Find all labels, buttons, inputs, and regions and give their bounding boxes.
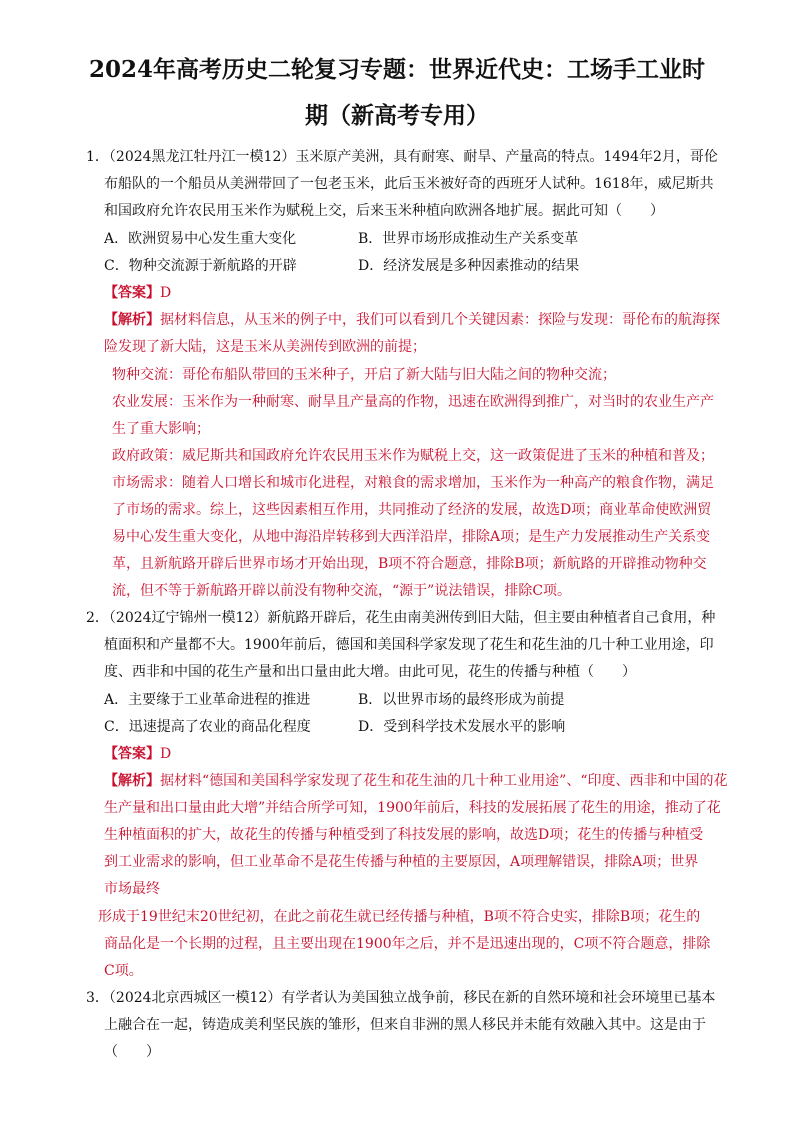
q1-option-b: B．世界市场形成推动生产关系变革 bbox=[358, 231, 579, 247]
q3-stem-line-2: 上融合在一起，铸造成美利坚民族的雏形，但来自非洲的黑人移民并未能有效融入其中。这是由于 bbox=[104, 1017, 706, 1033]
q2-analysis-label: 【解析】 bbox=[104, 773, 160, 789]
q2-analysis-line-1 bbox=[104, 772, 727, 790]
q2-analysis-line-7: 商品化是一个长期的过程，且主要出现在1900年之后，并不是迅速出现的，C项不符合题意，排除 bbox=[104, 936, 711, 952]
q2-stem-line-3: 度、西非和中国的花生产量和出口量由此大增。由此可见，花生的传播与种植（ ） bbox=[104, 664, 636, 680]
q1-analysis-line-7: 市场需求：随着人口增长和城市化进程，对粮食的需求增加，玉米作为一种高产的粮食作物，满足 bbox=[112, 475, 714, 491]
q1-stem-line-1: 1．（2024黑龙江牡丹江一模12）玉米原产美洲，具有耐寒、耐旱、产量高的特点。1494年2月，哥伦 bbox=[86, 149, 718, 165]
q2-answer bbox=[104, 745, 171, 763]
q1-analysis-line-3: 物种交流：哥伦布船队带回的玉米种子，开启了新大陆与旧大陆之间的物种交流； bbox=[112, 367, 616, 383]
q1-analysis-line-9: 易中心发生重大变化，从地中海沿岸转移到大西洋沿岸，排除A项；是生产力发展推动生产关系变 bbox=[112, 529, 711, 545]
q1-analysis-line-5: 生了重大影响； bbox=[112, 421, 210, 437]
q2-stem-line-1: 2．（2024辽宁锦州一模12）新航路开辟后，花生由南美洲传到旧大陆，但主要由种植者自己食用，种 bbox=[86, 610, 716, 626]
q2-option-d: D．受到科学技术发展水平的影响 bbox=[358, 719, 566, 735]
q2-option-c: C．迅速提高了农业的商品化程度 bbox=[104, 719, 311, 735]
q1-option-d: D．经济发展是多种因素推动的结果 bbox=[358, 258, 580, 274]
q1-option-c: C．物种交流源于新航路的开辟 bbox=[104, 258, 297, 274]
q2-analysis-line-5: 市场最终 bbox=[104, 881, 160, 897]
q1-analysis-line-10: 革，且新航路开辟后世界市场才开始出现，B项不符合题意，排除B项；新航路的开辟推动物种交 bbox=[112, 556, 707, 572]
q2-option-a: A．主要缘于工业革命进程的推进 bbox=[104, 692, 311, 708]
q2-analysis-text-1: 据材料“德国和美国科学家发现了花生和花生油的几十种工业用途”、“印度、西非和中国的花 bbox=[160, 773, 728, 789]
document-title-line-1: 2024年高考历史二轮复习专题：世界近代史：工场手工业时 bbox=[88, 56, 705, 83]
q3-stem-line-1: 3．（2024北京西城区一模12）有学者认为美国独立战争前，移民在新的自然环境和社会环境里已基本 bbox=[86, 990, 716, 1006]
q1-analysis-label: 【解析】 bbox=[104, 312, 160, 328]
q2-answer-value: D bbox=[160, 746, 172, 762]
q2-analysis-line-6: 形成于19世纪末20世纪初，在此之前花生就已经传播与种植，B项不符合史实，排除B项；花生的 bbox=[98, 909, 701, 925]
q2-analysis-line-3: 生种植面积的扩大，故花生的传播与种植受到了科技发展的影响，故选D项；花生的传播与种植受 bbox=[104, 827, 704, 843]
q1-answer-label: 【答案】 bbox=[104, 285, 160, 301]
q1-answer bbox=[104, 284, 171, 302]
q1-stem-line-3: 和国政府允许农民用玉米作为赋税上交，后来玉米种植向欧洲各地扩展。据此可知（ ） bbox=[104, 203, 664, 219]
q1-option-a: A．欧洲贸易中心发生重大变化 bbox=[104, 231, 297, 247]
document-title-line-2: 期（新高考专用） bbox=[305, 102, 489, 129]
q1-analysis-line-2: 险发现了新大陆，这是玉米从美洲传到欧洲的前提； bbox=[104, 339, 426, 355]
q1-analysis-line-8: 了市场的需求。综上，这些因素相互作用，共同推动了经济的发展，故选D项；商业革命使欧洲贸 bbox=[112, 502, 712, 518]
q1-answer-value: D bbox=[160, 285, 172, 301]
q2-analysis-line-4: 到工业需求的影响，但工业革命不是花生传播与种植的主要原因，A项理解错误，排除A项；世界 bbox=[104, 854, 699, 870]
q3-stem-line-3: （ ） bbox=[104, 1044, 160, 1060]
q2-analysis-line-8: C项。 bbox=[104, 963, 143, 979]
q1-analysis-line-1 bbox=[104, 311, 720, 329]
q1-analysis-text-1: 据材料信息，从玉米的例子中，我们可以看到几个关键因素：探险与发现：哥伦布的航海探 bbox=[160, 312, 720, 328]
q2-answer-label: 【答案】 bbox=[104, 746, 160, 762]
q2-option-b: B．以世界市场的最终形成为前提 bbox=[358, 692, 565, 708]
q2-stem-line-2: 植面积和产量都不大。1900年前后，德国和美国科学家发现了花生和花生油的几十种工业用途，印 bbox=[104, 637, 714, 653]
q1-analysis-line-6: 政府政策：威尼斯共和国政府允许农民用玉米作为赋税上交，这一政策促进了玉米的种植和普及； bbox=[112, 448, 714, 464]
q1-analysis-line-4: 农业发展：玉米作为一种耐寒、耐旱且产量高的作物，迅速在欧洲得到推广，对当时的农业生产产 bbox=[112, 394, 714, 410]
q2-analysis-line-2: 生产量和出口量由此大增”并结合所学可知，1900年前后，科技的发展拓展了花生的用途，推动了花 bbox=[104, 800, 721, 816]
q1-analysis-line-11: 流，但不等于新航路开辟以前没有物种交流，“源于”说法错误，排除C项。 bbox=[112, 583, 572, 599]
q1-stem-line-2: 布船队的一个船员从美洲带回了一包老玉米，此后玉米被好奇的西班牙人试种。1618年，威尼斯共 bbox=[104, 176, 714, 192]
